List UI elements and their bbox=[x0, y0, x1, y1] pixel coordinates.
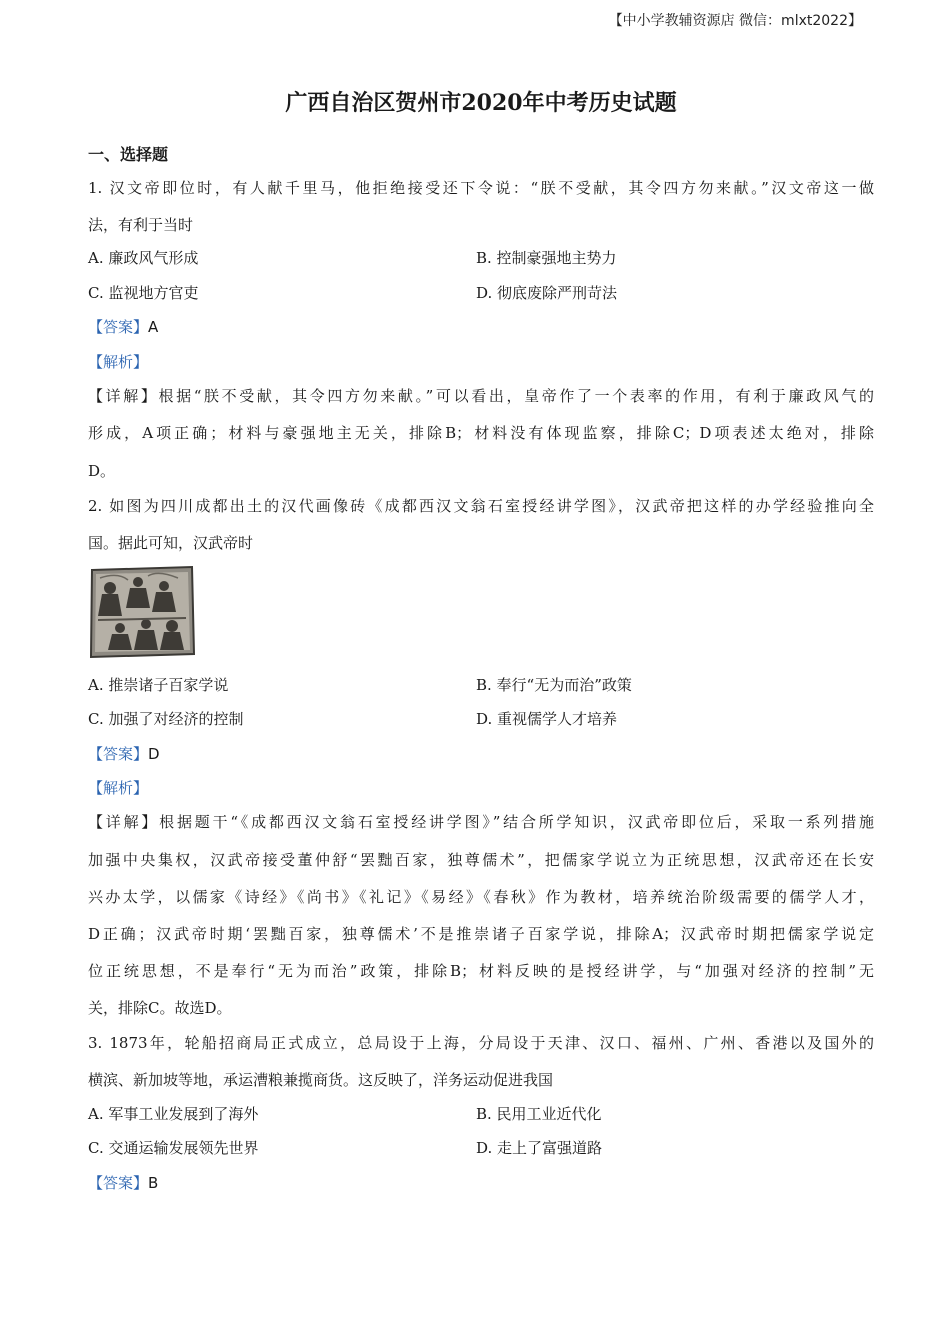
q3-option-d: D. 走上了富强道路 bbox=[476, 1139, 603, 1157]
q3-answer bbox=[88, 1171, 874, 1195]
q2-option-a: A. 推崇诸子百家学说 bbox=[88, 676, 229, 694]
answer-tag: 【答案】 bbox=[88, 1174, 149, 1192]
q2-stem-line-1: 2. 如图为四川成都出土的汉代画像砖《成都西汉文翁石室授经讲学图》，汉武帝把这样的办学经验推向全 bbox=[88, 497, 874, 515]
q2-detail-line-2: 加强中央集权，汉武帝接受董仲舒“罢黜百家，独尊儒术”，把儒家学说立为正统思想，汉武帝还在长安 bbox=[88, 851, 874, 869]
q2-answer bbox=[88, 742, 874, 766]
q1-option-b: B. 控制豪强地主势力 bbox=[476, 249, 617, 267]
answer-tag: 【答案】 bbox=[88, 745, 149, 763]
q2-option-b: B. 奉行“无为而治”政策 bbox=[476, 676, 632, 694]
q3-option-c: C. 交通运输发展领先世界 bbox=[88, 1139, 259, 1157]
answer-value: B bbox=[148, 1174, 159, 1192]
q3-stem-line-2: 横滨、新加坡等地，承运漕粮兼揽商货。这反映了，洋务运动促进我国 bbox=[88, 1071, 554, 1089]
q1-stem-line-2: 法，有利于当时 bbox=[88, 216, 194, 234]
q2-detail-line-6: 关，排除C。故选D。 bbox=[88, 999, 232, 1017]
answer-value: A bbox=[148, 318, 159, 336]
q2-detail-line-3: 兴办太学，以儒家《诗经》《尚书》《礼记》《易经》《春秋》作为教材，培养统治阶级需要的儒学人才， bbox=[88, 888, 874, 906]
q3-option-b: B. 民用工业近代化 bbox=[476, 1105, 602, 1123]
q2-option-d: D. 重视儒学人才培养 bbox=[476, 710, 618, 728]
q2-detail-line-5: 位正统思想，不是奉行“无为而治”政策，排除B；材料反映的是授经讲学，与“加强对经济的控制”无 bbox=[88, 962, 874, 980]
q2-option-c: C. 加强了对经济的控制 bbox=[88, 710, 244, 728]
page-title: 广西自治区贺州市2020年中考历史试题 bbox=[285, 90, 677, 116]
answer-value: D bbox=[148, 745, 160, 763]
han-brick-relief-image bbox=[88, 564, 196, 660]
q1-analysis-tag: 【解析】 bbox=[88, 353, 149, 371]
q2-detail-line-1: 【详解】根据题干“《成都西汉文翁石室授经讲学图》”结合所学知识，汉武帝即位后，采取一系列措施 bbox=[88, 813, 874, 831]
q2-analysis-tag: 【解析】 bbox=[88, 779, 149, 797]
q1-option-a: A. 廉政风气形成 bbox=[88, 249, 199, 267]
q1-detail-line-3: D。 bbox=[88, 462, 116, 480]
answer-tag: 【答案】 bbox=[88, 318, 149, 336]
q3-stem-line-1: 3. 1873年，轮船招商局正式成立，总局设于上海，分局设于天津、汉口、福州、广州、香港以及国外的 bbox=[88, 1034, 874, 1052]
q1-answer bbox=[88, 315, 874, 339]
q2-stem-line-2: 国。据此可知，汉武帝时 bbox=[88, 534, 254, 552]
section-heading: 一、选择题 bbox=[88, 145, 169, 164]
q1-detail-line-2: 形成，A项正确；材料与豪强地主无关，排除B；材料没有体现监察，排除C；D项表述太绝对，排除 bbox=[88, 424, 874, 442]
q1-detail-line-1: 【详解】根据“朕不受献，其令四方勿来献。”可以看出，皇帝作了一个表率的作用，有利于廉政风气的 bbox=[88, 387, 874, 405]
q2-detail-line-4: D正确；汉武帝时期‘罢黜百家，独尊儒术’不是推崇诸子百家学说，排除A；汉武帝时期把儒家学说定 bbox=[88, 925, 874, 943]
q1-stem-line-1: 1. 汉文帝即位时，有人献千里马，他拒绝接受还下令说：“朕不受献，其令四方勿来献。”汉文帝这一做 bbox=[88, 179, 874, 197]
q3-option-a: A. 军事工业发展到了海外 bbox=[88, 1105, 259, 1123]
header-watermark: 【中小学教辅资源店 微信：mlxt2022】 bbox=[608, 13, 862, 29]
q1-option-c: C. 监视地方官吏 bbox=[88, 284, 199, 302]
q1-option-d: D. 彻底废除严刑苛法 bbox=[476, 284, 618, 302]
